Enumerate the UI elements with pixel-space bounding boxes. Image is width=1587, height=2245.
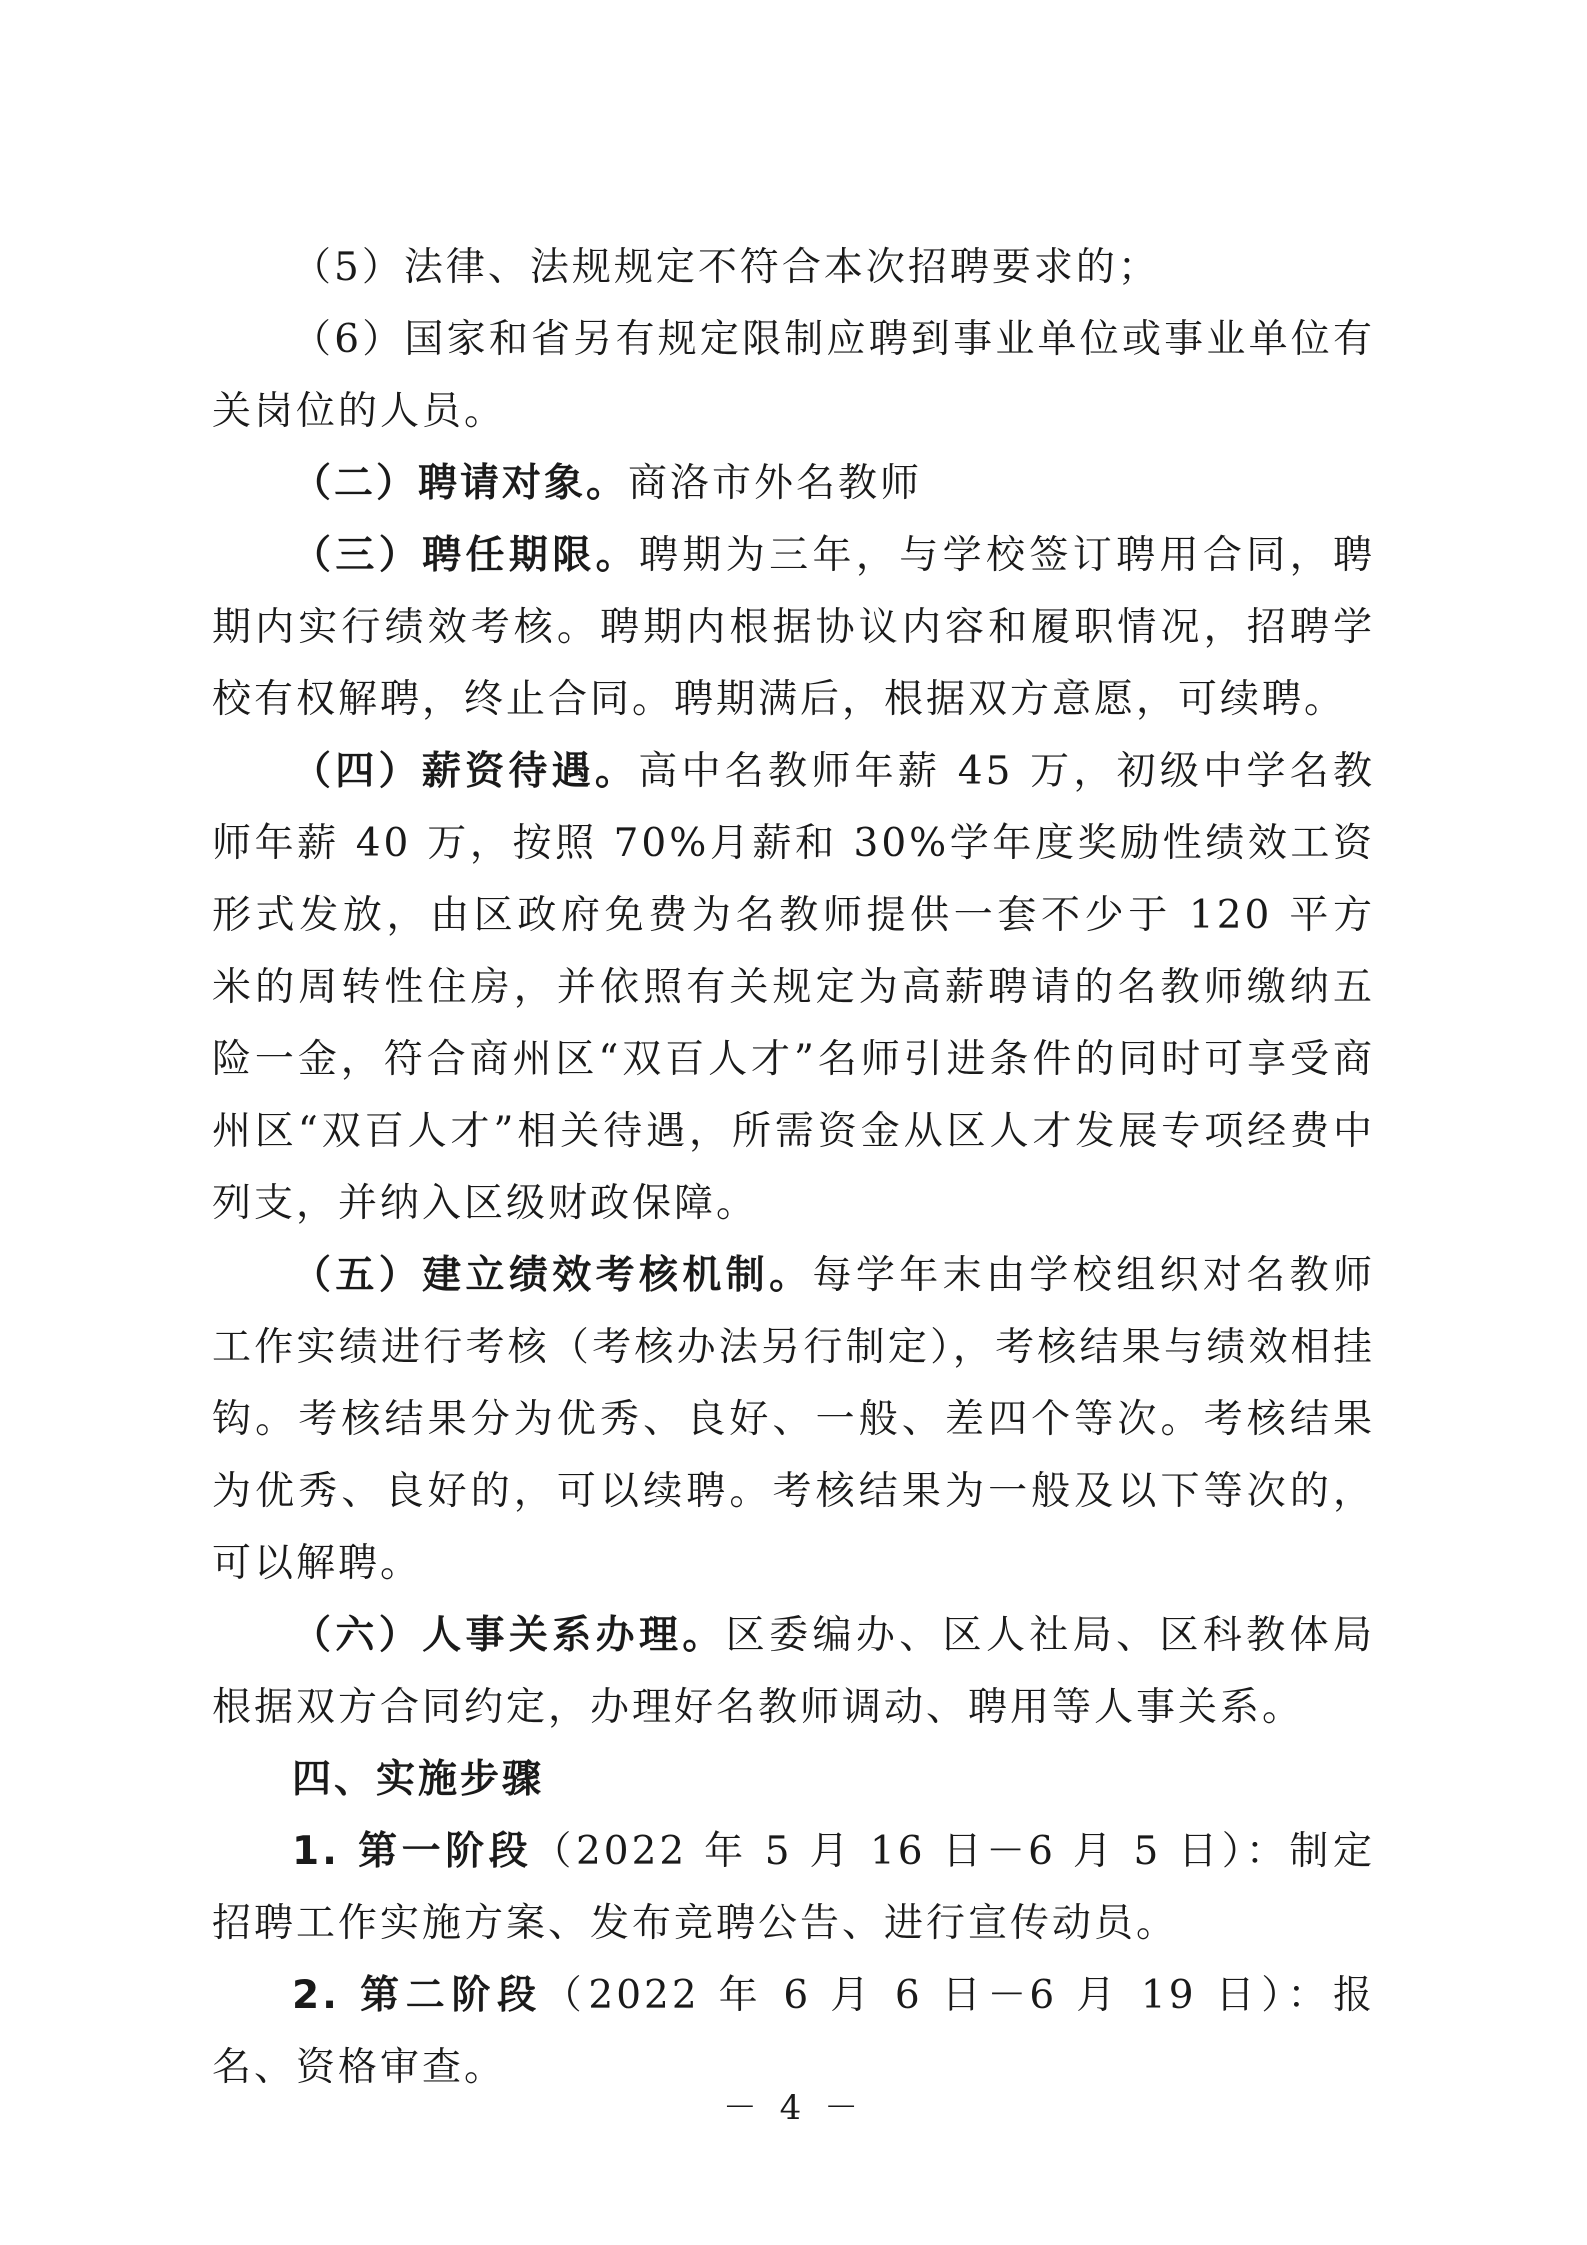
paragraph-lead: （五）建立绩效考核机制。 bbox=[292, 1253, 813, 1298]
document-body bbox=[212, 232, 1375, 2104]
paragraph-item-6 bbox=[212, 304, 1375, 448]
paragraph-lead: （四）薪资待遇。 bbox=[292, 749, 639, 794]
paragraph-text: 区委编办、区人社局、区科教体局根据双方合同约定，办理好名教师调动、聘用等人事关系。 bbox=[212, 1613, 1375, 1730]
paragraph-text: 每学年末由学校组织对名教师工作实绩进行考核（考核办法另行制定），考核结果与绩效相挂钩。考核结果分为优秀、良好、一般、差四个等次。考核结果为优秀、良好的，可以续聘。考核结果为一般及以下等次的，可以解聘。 bbox=[212, 1253, 1375, 1586]
paragraph-text: 聘期为三年，与学校签订聘用合同，聘期内实行绩效考核。聘期内根据协议内容和履职情况，招聘学校有权解聘，终止合同。聘期满后，根据双方意愿，可续聘。 bbox=[212, 533, 1375, 722]
paragraph-text: 高中名教师年薪 45 万，初级中学名教师年薪 40 万，按照 70%月薪和 30%学年度奖励性绩效工资形式发放，由区政府免费为名教师提供一套不少于 120 平方米的周转性住房，并依照有关规定为高薪聘请的名教师缴纳五险一金，符合商州区“双百人才”名师引进条件的同时可享受商州区“双百人才”相关待遇，所需资金从区人才发展专项经费中列支，并纳入区级财政保障。 bbox=[212, 749, 1375, 1226]
page-number: － 4 － bbox=[722, 2088, 865, 2128]
step-item-1 bbox=[212, 1816, 1375, 1960]
paragraph-item-5 bbox=[212, 232, 1375, 304]
paragraph-salary bbox=[212, 736, 1375, 1240]
paragraph-lead: （三）聘任期限。 bbox=[292, 533, 639, 578]
paragraph-assessment bbox=[212, 1240, 1375, 1600]
section-heading: 四、实施步骤 bbox=[292, 1757, 545, 1802]
paragraph-lead: （二）聘请对象。 bbox=[292, 461, 629, 506]
step-text: （2022 年 5 月 16 日－6 月 5 日）：制定招聘工作实施方案、发布竞聘公告、进行宣传动员。 bbox=[212, 1829, 1376, 1946]
step-text: （2022 年 6 月 6 日－6 月 19 日）：报名、资格审查。 bbox=[212, 1973, 1376, 2090]
paragraph-text: 商洛市外名教师 bbox=[628, 461, 923, 506]
step-lead: 2. 第二阶段 bbox=[292, 1973, 543, 2018]
paragraph-text: （5）法律、法规规定不符合本次招聘要求的； bbox=[292, 245, 1160, 290]
paragraph-recruit-target bbox=[212, 448, 1375, 520]
paragraph-text: （6）国家和省另有规定限制应聘到事业单位或事业单位有关岗位的人员。 bbox=[212, 317, 1375, 434]
paragraph-term bbox=[212, 520, 1375, 736]
paragraph-lead: （六）人事关系办理。 bbox=[292, 1613, 726, 1658]
paragraph-personnel bbox=[212, 1600, 1375, 1744]
step-lead: 1. 第一阶段 bbox=[292, 1829, 533, 1874]
